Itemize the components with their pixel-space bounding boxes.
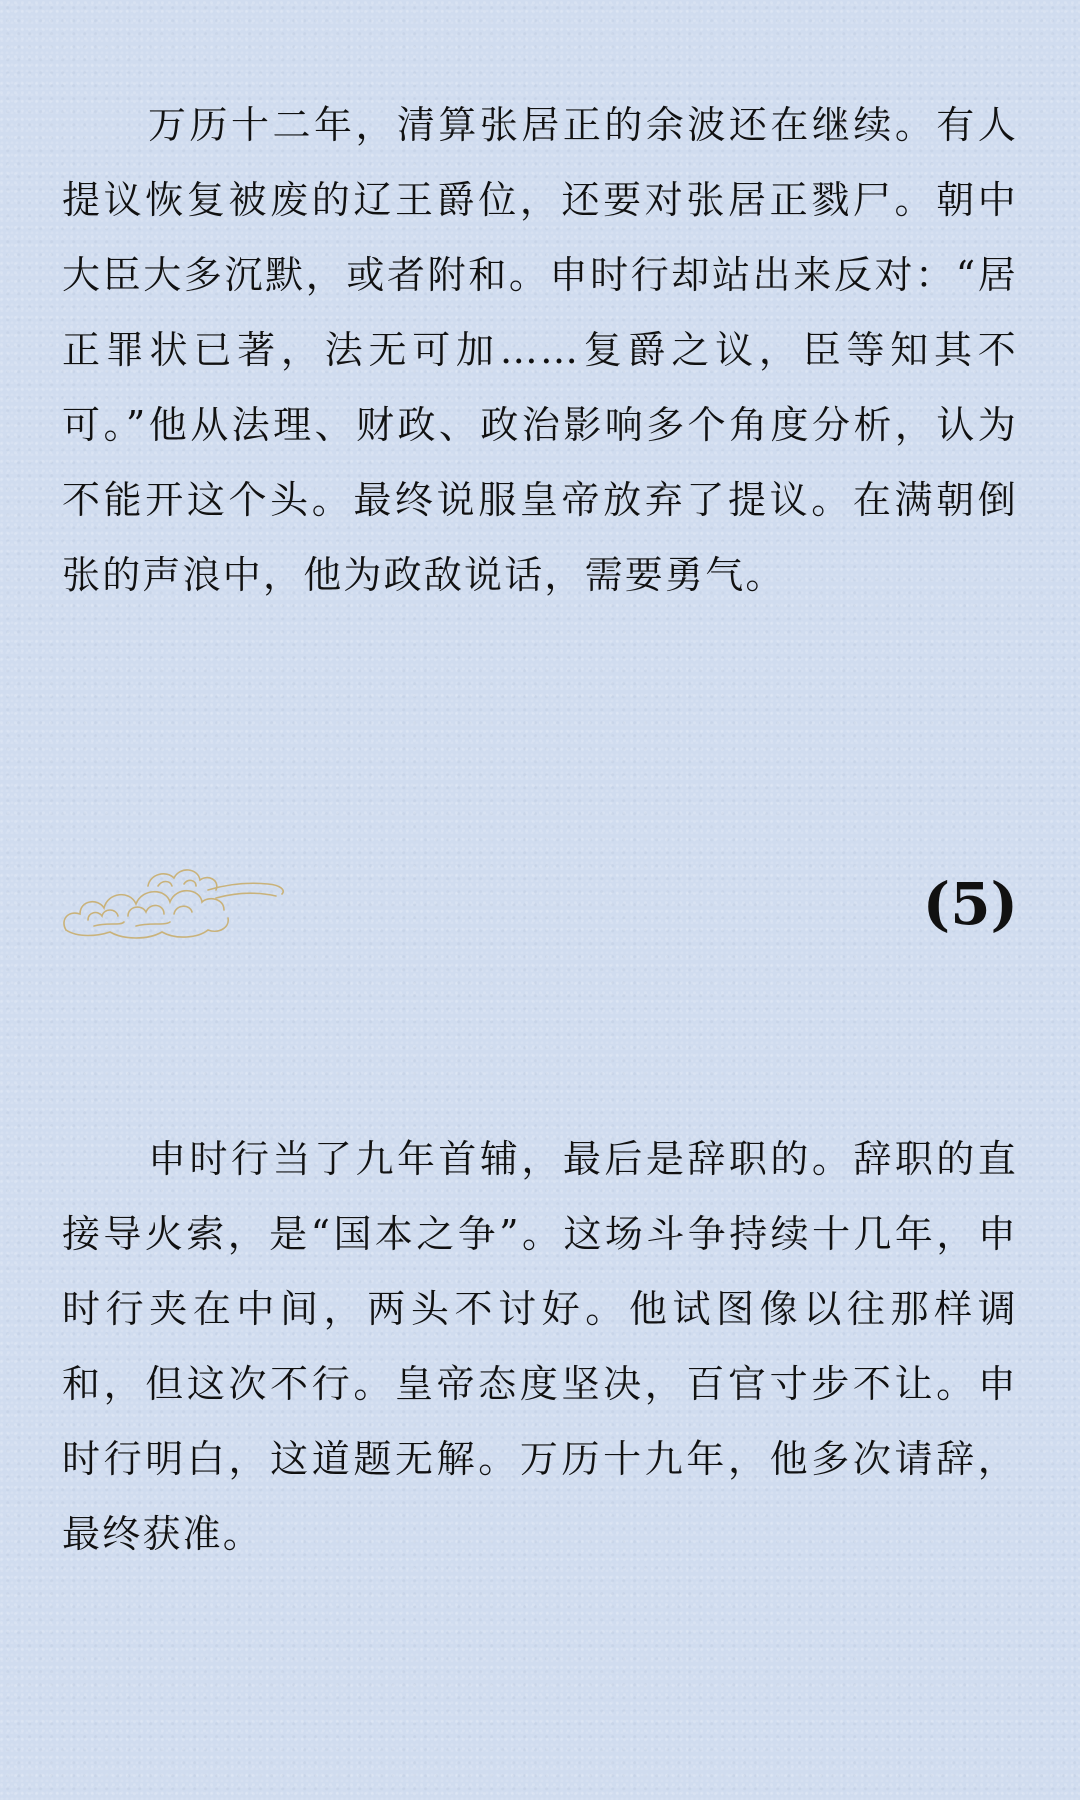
body-paragraph-1: 万历十二年，清算张居正的余波还在继续。有人提议恢复被废的辽王爵位，还要对张居正戮尸。朝中大臣大多沉默，或者附和。申时行却站出来反对：“居正罪状已著，法无可加……复爵之议，臣等知其不可。”他从法理、财政、政治影响多个角度分析，认为不能开这个头。最终说服皇帝放弃了提议。在满朝倒张的声浪中，他为政敌说话，需要勇气。 <box>62 103 1018 597</box>
section-divider <box>0 850 1080 960</box>
auspicious-cloud-icon <box>58 856 288 948</box>
section-number: (5) <box>922 870 1018 938</box>
body-paragraph-2: 申时行当了九年首辅，最后是辞职的。辞职的直接导火索，是“国本之争”。这场斗争持续十几年，申时行夹在中间，两头不讨好。他试图像以往那样调和，但这次不行。皇帝态度坚决，百官寸步不让。申时行明白，这道题无解。万历十九年，他多次请辞，最终获准。 <box>62 1137 1018 1556</box>
